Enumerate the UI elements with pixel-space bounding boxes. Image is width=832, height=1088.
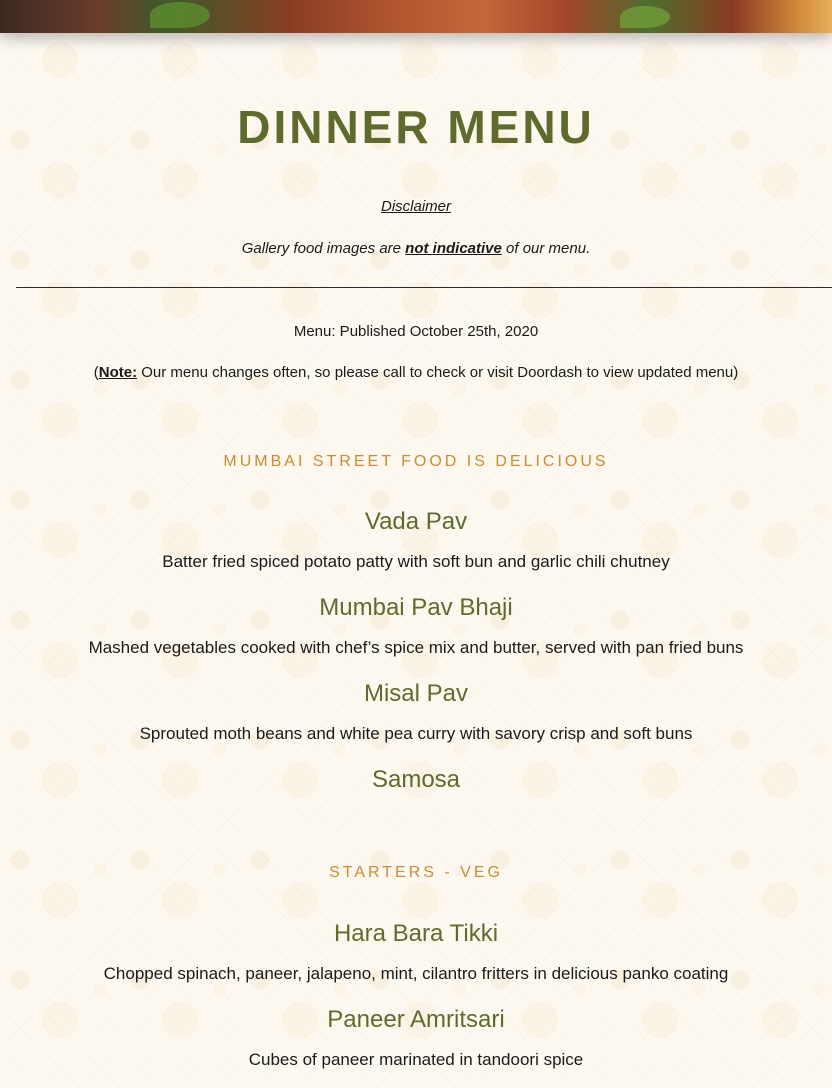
garnish-leaf-decoration (620, 6, 670, 28)
page-title: DINNER MENU (237, 101, 595, 153)
note-label: Note: (98, 364, 138, 381)
disclaimer-emphasis: not indicative (405, 240, 502, 257)
menu-note (0, 364, 832, 381)
menu-item-name: Samosa (371, 766, 461, 793)
disclaimer-text-before: Gallery food images are (241, 240, 406, 257)
menu-item-name: Hara Bara Tikki (333, 920, 499, 947)
menu-item-name: Paneer Amritsari (327, 1006, 505, 1033)
menu-item-description: Batter fried spiced potato patty with soft bun and garlic chili chutney (162, 552, 670, 571)
menu-item-description: Sprouted moth beans and white pea curry with savory crisp and soft buns (139, 724, 693, 743)
disclaimer-text-after: of our menu. (501, 240, 591, 257)
published-date: Menu: Published October 25th, 2020 (293, 323, 539, 340)
menu-item-name: Mumbai Pav Bhaji (319, 594, 513, 621)
menu-item-description: Chopped spinach, paneer, jalapeno, mint, cilantro fritters in delicious panko coating (103, 964, 729, 983)
menu-item-name: Misal Pav (363, 680, 469, 707)
hero-food-image (0, 0, 832, 33)
garnish-leaf-decoration (150, 2, 210, 28)
note-text: Our menu changes often, so please call to check or visit Doordash to view updated menu) (137, 364, 739, 381)
menu-item-name: Vada Pav (364, 508, 468, 535)
menu-item-description: Cubes of paneer marinated in tandoori spice (248, 1050, 584, 1069)
divider-line (16, 287, 832, 288)
disclaimer-text (0, 240, 832, 257)
note-open-paren: ( (93, 364, 99, 381)
section-title-starters-veg: STARTERS - VEG (329, 864, 503, 881)
menu-item-description: Mashed vegetables cooked with chef’s spice mix and butter, served with pan fried buns (88, 638, 744, 657)
disclaimer-heading: Disclaimer (380, 198, 451, 215)
section-title-mumbai-street-food: MUMBAI STREET FOOD IS DELICIOUS (223, 453, 609, 470)
